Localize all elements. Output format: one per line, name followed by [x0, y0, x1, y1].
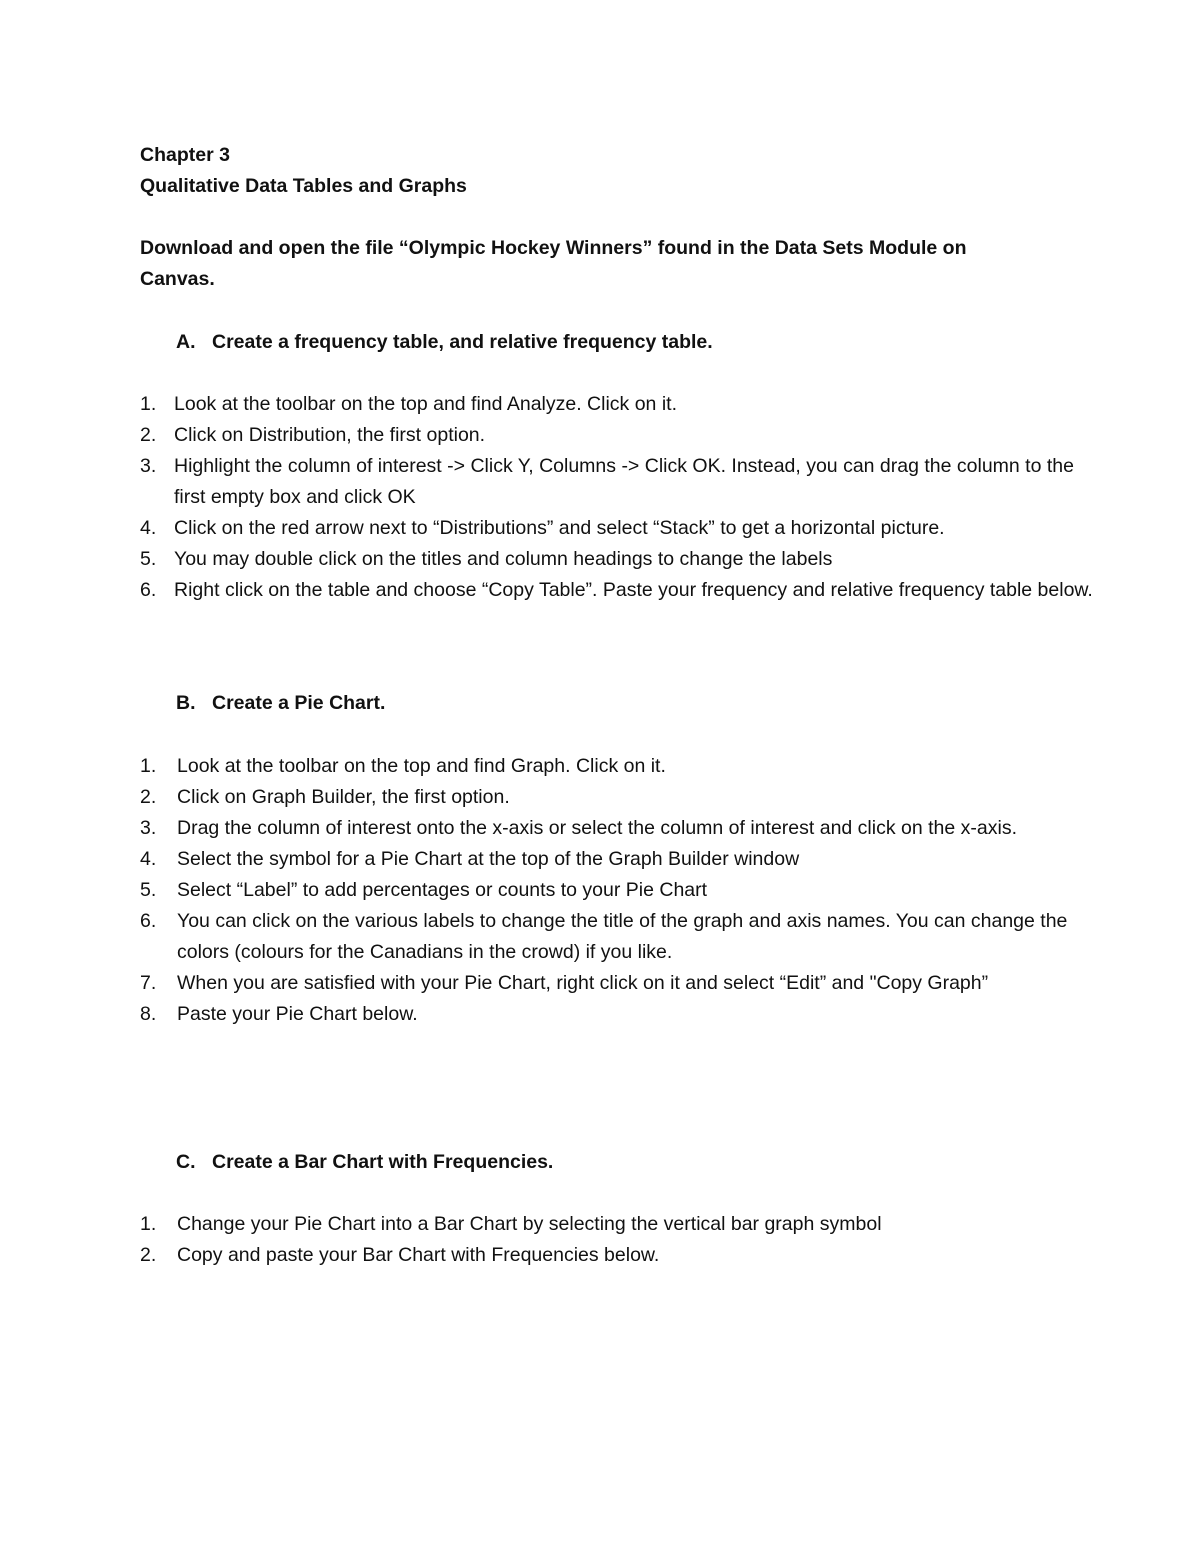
list-item: [140, 575, 1100, 606]
step-text: Click on Distribution, the first option.: [174, 424, 486, 446]
step-text: You may double click on the titles and column headings to change the labels: [174, 548, 833, 570]
step-number: 2.: [140, 424, 157, 446]
step-number: 8.: [140, 1003, 157, 1025]
step-number: 6.: [140, 579, 157, 601]
step-number: 1.: [140, 755, 157, 777]
step-number: 1.: [140, 393, 157, 415]
step-text: Click on the red arrow next to “Distributions” and select “Stack” to get a horizontal picture.: [174, 517, 945, 539]
step-number: 2.: [140, 1244, 157, 1266]
list-item: [140, 906, 1100, 968]
section-a-heading: [176, 327, 713, 358]
document-subtitle: Qualitative Data Tables and Graphs: [140, 175, 467, 197]
section-b-title: Create a Pie Chart.: [212, 692, 386, 714]
step-text: Paste your Pie Chart below.: [177, 1003, 418, 1025]
step-text: Highlight the column of interest -> Click Y, Columns -> Click OK. Instead, you can drag the column to the first empty box and click OK: [174, 455, 1074, 508]
list-item: [140, 1209, 1100, 1240]
section-a-title: Create a frequency table, and relative frequency table.: [212, 331, 713, 353]
list-item: [140, 782, 1100, 813]
chapter-title: Chapter 3: [140, 144, 230, 166]
step-text: Select “Label” to add percentages or counts to your Pie Chart: [177, 879, 708, 901]
step-number: 2.: [140, 786, 157, 808]
section-a-letter: A.: [176, 331, 196, 353]
section-a-steps: [140, 389, 1100, 606]
list-item: [140, 451, 1100, 513]
step-number: 1.: [140, 1213, 157, 1235]
step-text: Right click on the table and choose “Copy Table”. Paste your frequency and relative frequency table below.: [174, 579, 1093, 601]
list-item: [140, 844, 1100, 875]
section-c-heading: [176, 1147, 553, 1178]
step-number: 4.: [140, 848, 157, 870]
step-number: 7.: [140, 972, 157, 994]
section-c-steps: [140, 1209, 1100, 1271]
step-text: Look at the toolbar on the top and find Analyze. Click on it.: [174, 393, 677, 415]
section-c-letter: C.: [176, 1151, 196, 1173]
intro-line-2: Canvas.: [140, 268, 215, 290]
list-item: [140, 968, 1100, 999]
step-text: Drag the column of interest onto the x-axis or select the column of interest and click on the x-axis.: [177, 817, 1017, 839]
section-b-heading: [176, 688, 385, 719]
list-item: [140, 420, 1100, 451]
step-text: When you are satisfied with your Pie Chart, right click on it and select “Edit” and "Copy Graph”: [177, 972, 989, 994]
list-item: [140, 813, 1100, 844]
list-item: [140, 513, 1100, 544]
section-b-steps: [140, 751, 1100, 1030]
step-text: Select the symbol for a Pie Chart at the top of the Graph Builder window: [177, 848, 800, 870]
section-b-letter: B.: [176, 692, 196, 714]
step-text: Copy and paste your Bar Chart with Frequencies below.: [177, 1244, 660, 1266]
step-text: Click on Graph Builder, the first option.: [177, 786, 510, 808]
step-text: Change your Pie Chart into a Bar Chart by selecting the vertical bar graph symbol: [177, 1213, 882, 1235]
step-text: Look at the toolbar on the top and find Graph. Click on it.: [177, 755, 666, 777]
list-item: [140, 544, 1100, 575]
step-text: You can click on the various labels to change the title of the graph and axis names. You can change the colors (colours for the Canadians in the crowd) if you like.: [177, 910, 1068, 963]
step-number: 3.: [140, 817, 157, 839]
intro-line-1: Download and open the file “Olympic Hockey Winners” found in the Data Sets Module on: [140, 237, 967, 259]
list-item: [140, 389, 1100, 420]
list-item: [140, 751, 1100, 782]
list-item: [140, 1240, 1100, 1271]
list-item: [140, 999, 1100, 1030]
step-number: 6.: [140, 910, 157, 932]
step-number: 3.: [140, 455, 157, 477]
step-number: 4.: [140, 517, 157, 539]
step-number: 5.: [140, 548, 157, 570]
step-number: 5.: [140, 879, 157, 901]
section-c-title: Create a Bar Chart with Frequencies.: [212, 1151, 554, 1173]
list-item: [140, 875, 1100, 906]
